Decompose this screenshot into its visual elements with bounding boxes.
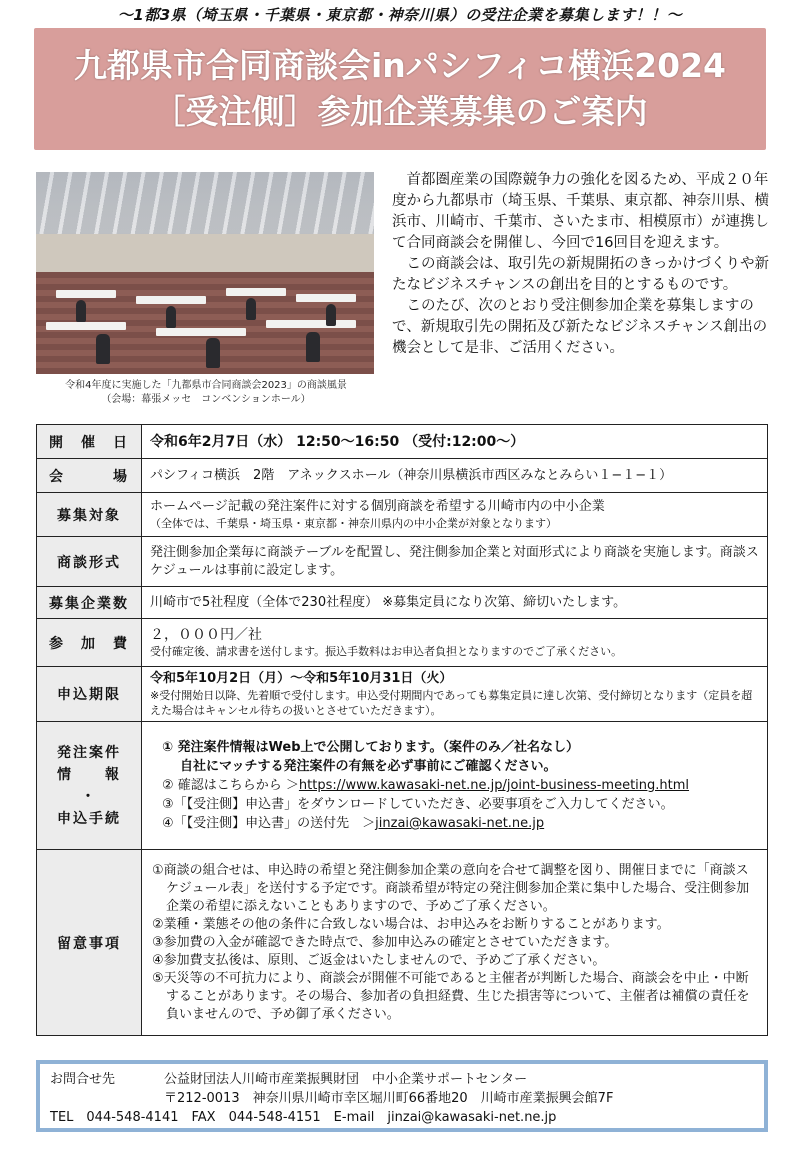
period-dates: 令和5年10月2日（月）〜令和5年10月31日（火） bbox=[150, 671, 453, 686]
value-venue: パシフィコ横浜 2階 アネックスホール（神奈川県横浜市西区みなとみらい１−１−１） bbox=[142, 459, 768, 493]
label-notes: 留意事項 bbox=[37, 850, 142, 1036]
procedure-item-3: ③「【受注側】申込書」をダウンロードしていただき、必要事項をご入力してください。 bbox=[162, 797, 674, 812]
label-format: 商談形式 bbox=[37, 537, 142, 587]
title-line-2: ［受注側］参加企業募集のご案内 bbox=[152, 92, 648, 131]
value-capacity: 川崎市で5社程度（全体で230社程度） ※募集定員になり次第、締切いたします。 bbox=[142, 587, 768, 619]
target-text: ホームページ記載の発注案件に対する個別商談を希望する川崎市内の中小企業 bbox=[150, 499, 605, 514]
label-date: 開 催 日 bbox=[37, 425, 142, 459]
photo-caption bbox=[30, 379, 382, 407]
label-capacity: 募集企業数 bbox=[37, 587, 142, 619]
intro-paragraph-3: このたび、次のとおり受注側参加企業を募集しますので、新規取引先の開拓及び新たなビジネスチャンス創出の機会として是非、ご活用ください。 bbox=[392, 298, 768, 356]
period-note: ※受付開始日以降、先着順で受付します。申込受付期間内であっても募集定員に達し次第、受付締切となります（定員を超えた場合はキャンセル待ちの扱いとさせていただきます）。 bbox=[150, 689, 753, 717]
row-format bbox=[37, 537, 768, 587]
intro-paragraph-2: この商談会は、取引先の新規開拓のきっかけづくりや新たなビジネスチャンスの創出を目的とするものです。 bbox=[392, 256, 769, 293]
note-1: ①商談の組合せは、申込時の希望と発注側参加企業の意向を合せて調整を図り、開催日までに「商談スケジュール表」を送付する予定です。商談希望が特定の発注側参加企業に集中した場合、受注側参加企業の希望に添えないこともありますので、予めご了承ください。 bbox=[152, 862, 750, 914]
photo-caption-line-1: 令和4年度に実施した「九都県市合同商談会2023」の商談風景 bbox=[65, 380, 347, 391]
intro-text bbox=[392, 170, 772, 359]
row-fee bbox=[37, 619, 768, 667]
label-venue: 会 場 bbox=[37, 459, 142, 493]
value-format: 発注側参加企業毎に商談テーブルを配置し、発注側参加企業と対面形式により商談を実施します。商談スケジュールは事前に設定します。 bbox=[142, 537, 768, 587]
target-note: （全体では、千葉県・埼玉県・東京都・神奈川県内の中小企業が対象となります） bbox=[150, 517, 557, 530]
note-4: ④参加費支払後は、原則、ご返金はいたしませんので、予めご了承ください。 bbox=[152, 952, 606, 968]
row-period bbox=[37, 667, 768, 722]
procedure-label-3: ・ bbox=[81, 788, 97, 805]
procedure-label-1: 発注案件 bbox=[57, 744, 121, 761]
row-date bbox=[37, 425, 768, 459]
contact-label: お問合せ先 bbox=[50, 1072, 116, 1087]
info-table bbox=[36, 424, 768, 1036]
procedure-item-4-prefix: ④「【受注側】申込書」の送付先 ＞ bbox=[162, 816, 376, 831]
value-target bbox=[142, 493, 768, 537]
top-tagline: 〜1都3県（埼玉県・千葉県・東京都・神奈川県）の受注企業を募集します！！〜 bbox=[117, 6, 683, 24]
contact-address-row bbox=[50, 1089, 754, 1108]
row-procedure bbox=[37, 722, 768, 850]
note-2: ②業種・業態その他の条件に合致しない場合は、お申込みをお断りすることがあります。 bbox=[152, 916, 670, 932]
note-3: ③参加費の入金が確認できた時点で、参加申込みの確定とさせていただきます。 bbox=[152, 934, 618, 950]
procedure-item-1: ① 発注案件情報はWeb上で公開しております。（案件のみ／社名なし） bbox=[162, 740, 579, 755]
procedure-item-2 bbox=[162, 776, 759, 795]
fee-note: 受付確定後、請求書を送付します。振込手数料はお申込者負担となりますのでご了承ください。 bbox=[150, 645, 623, 658]
procedure-item-1b: 自社にマッチする発注案件の有無を必ず事前にご確認ください。 bbox=[180, 759, 557, 774]
row-capacity bbox=[37, 587, 768, 619]
fee-amount: ２，０００円／社 bbox=[150, 627, 262, 643]
contact-org-row bbox=[50, 1070, 754, 1089]
label-procedure bbox=[37, 722, 142, 850]
value-notes bbox=[142, 850, 768, 1036]
registration-url-link[interactable]: https://www.kawasaki-net.ne.jp/joint-business-meeting.html bbox=[298, 778, 690, 793]
event-photo bbox=[36, 172, 374, 374]
contact-org: 公益財団法人川崎市産業振興財団 中小企業サポートセンター bbox=[164, 1072, 528, 1087]
label-period: 申込期限 bbox=[37, 667, 142, 722]
title-line-1: 九都県市合同商談会inパシフィコ横浜2024 bbox=[73, 46, 726, 85]
procedure-item-4 bbox=[162, 814, 759, 833]
note-5: ⑤天災等の不可抗力により、商談会が開催不可能であると主催者が判断した場合、商談会を中止・中断することがあります。その場合、参加者の負担経費、生じた損害等について、主催者は補償の責任を負いませんので、予め御了承ください。 bbox=[152, 970, 750, 1022]
title-banner bbox=[34, 28, 766, 150]
email-link[interactable]: jinzai@kawasaki-net.ne.jp bbox=[375, 816, 545, 831]
label-target: 募集対象 bbox=[37, 493, 142, 537]
label-fee: 参 加 費 bbox=[37, 619, 142, 667]
contact-phones-row: TEL 044-548-4141 FAX 044-548-4151 E-mail jinzai@kawasaki-net.ne.jp bbox=[50, 1110, 557, 1125]
value-date: 令和6年2月7日（水） 12:50〜16:50 （受付:12:00〜） bbox=[142, 425, 768, 459]
procedure-label-2: 情 報 bbox=[57, 766, 121, 783]
procedure-item-2-prefix: ② 確認はこちらから ＞ bbox=[162, 778, 299, 793]
row-target bbox=[37, 493, 768, 537]
photo-caption-line-2: （会場：幕張メッセ コンベンションホール） bbox=[101, 394, 311, 405]
value-period bbox=[142, 667, 768, 722]
value-fee bbox=[142, 619, 768, 667]
row-notes bbox=[37, 850, 768, 1036]
contact-address: 〒212-0013 神奈川県川崎市幸区堀川町66番地20 川崎市産業振興会館7F bbox=[164, 1091, 614, 1106]
intro-paragraph-1: 首都圏産業の国際競争力の強化を図るため、平成２０年度から九都県市（埼玉県、千葉県、東京都、神奈川県、横浜市、川崎市、千葉市、さいたま市、相模原市）が連携して合同商談会を開催し、今回で16回目を迎えます。 bbox=[392, 172, 769, 251]
row-venue bbox=[37, 459, 768, 493]
procedure-label-4: 申込手続 bbox=[57, 810, 121, 827]
contact-box bbox=[36, 1060, 768, 1132]
value-procedure bbox=[142, 722, 768, 850]
